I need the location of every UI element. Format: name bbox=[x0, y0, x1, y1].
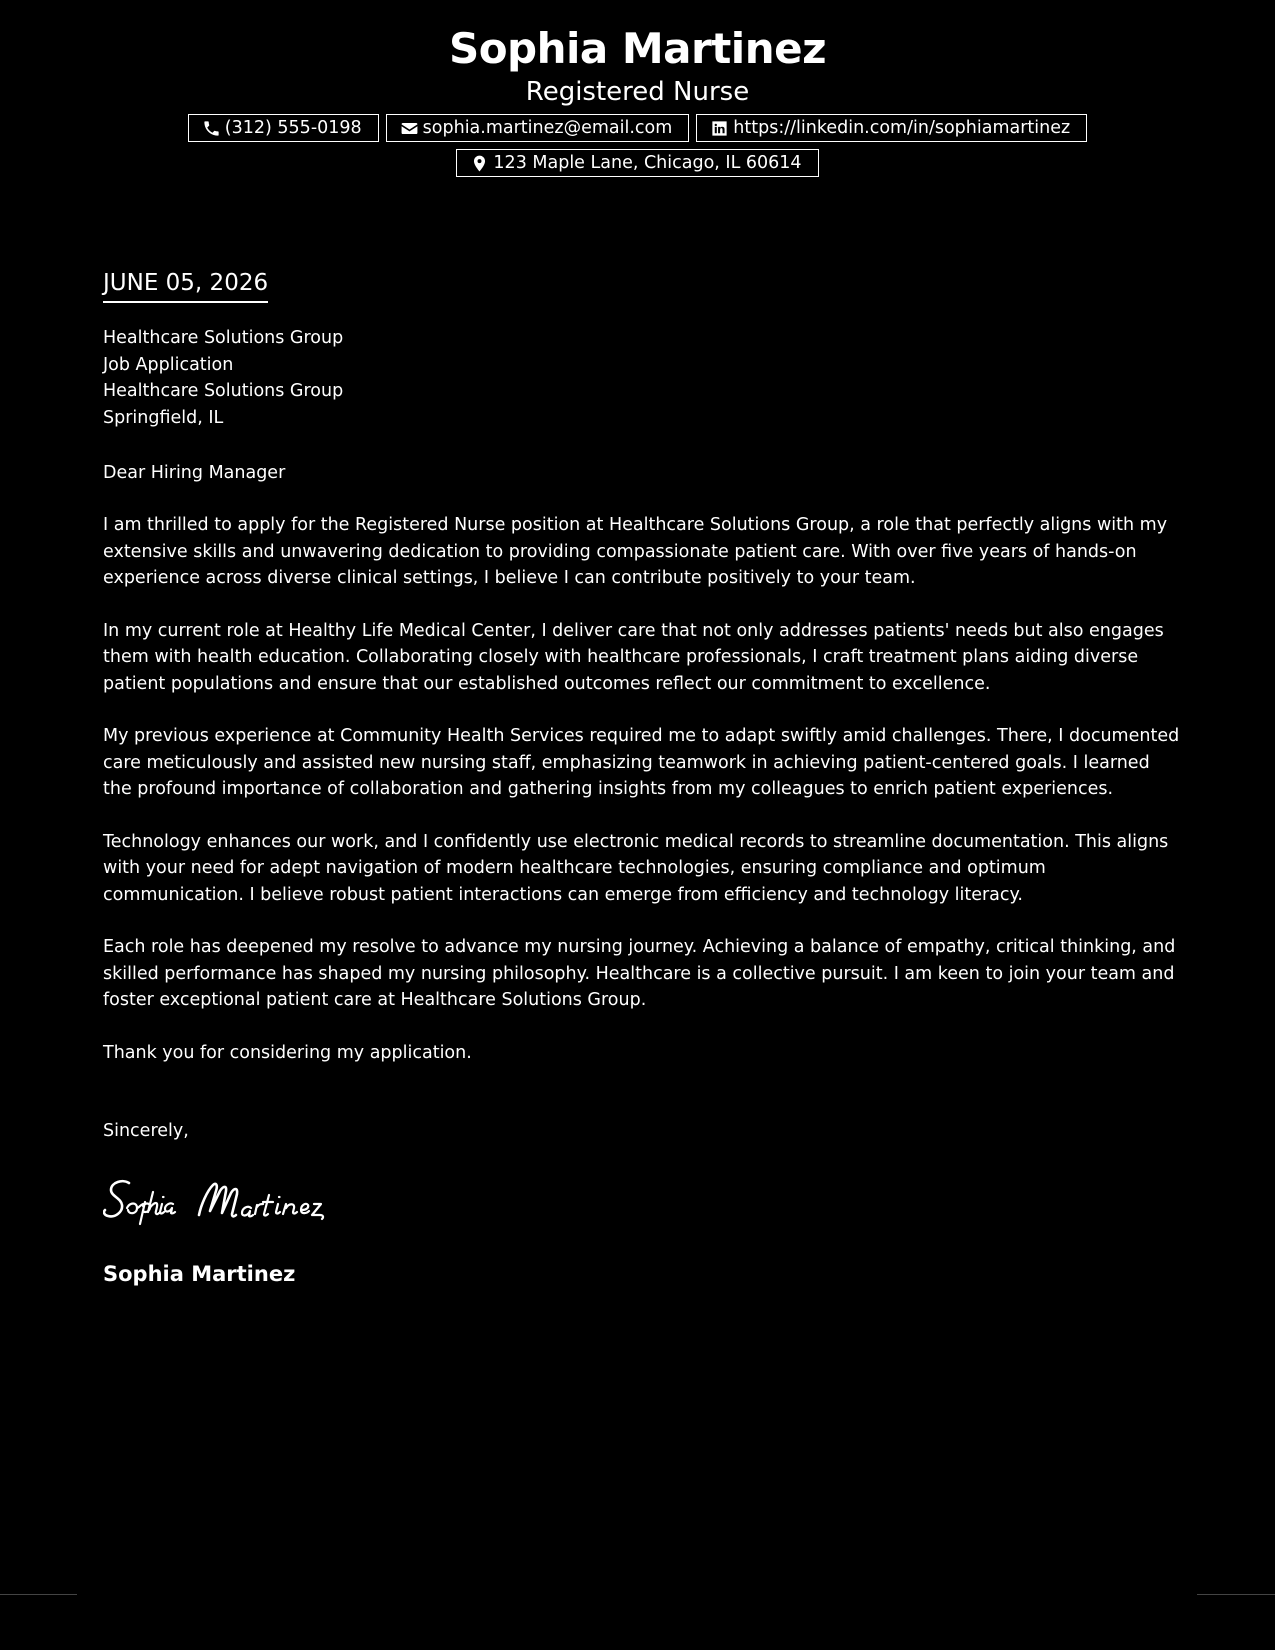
signature-drawing bbox=[103, 1175, 373, 1227]
body-paragraph: I am thrilled to apply for the Registered Nurse position at Healthcare Solutions Group, a role that perfectly aligns with my extensive skills and unwavering dedication to providing compassionate patient care. With over five years of hands-on experience across diverse clinical settings, I believe I can contribute positively to your team. bbox=[103, 515, 1168, 588]
email-chip[interactable] bbox=[386, 114, 690, 142]
address-text: 123 Maple Lane, Chicago, IL 60614 bbox=[493, 153, 802, 173]
phone-text: (312) 555-0198 bbox=[224, 118, 362, 138]
linkedin-text: https://linkedin.com/in/sophiamartinez bbox=[733, 118, 1071, 138]
body-paragraph: Technology enhances our work, and I confidently use electronic medical records to streamline documentation. This aligns with your need for adept navigation of modern healthcare technologies, ensuring compliance and optimum communication. I believe robust patient interactions can emerge from efficiency and technology literacy. bbox=[103, 831, 1169, 905]
letter-date: JUNE 05, 2026 bbox=[103, 266, 268, 303]
phone-icon bbox=[202, 119, 221, 138]
recipient-line: Job Application bbox=[103, 354, 234, 375]
contact-row-1 bbox=[0, 114, 1275, 142]
phone-chip[interactable] bbox=[188, 114, 379, 142]
body-paragraph: Each role has deepened my resolve to advance my nursing journey. Achieving a balance of empathy, critical thinking, and skilled performance has shaped my nursing philosophy. Healthcare is a collective pursuit. I am keen to join your team and foster exceptional patient care at Healthcare Solutions Group. bbox=[103, 937, 1176, 1010]
map-pin-icon bbox=[470, 154, 489, 173]
linkedin-chip[interactable] bbox=[696, 114, 1087, 142]
closing: Sincerely, bbox=[103, 1121, 189, 1141]
letter-header bbox=[0, 22, 1275, 177]
body-paragraph: Thank you for considering my application. bbox=[103, 1042, 472, 1063]
letter-body bbox=[103, 512, 1183, 1092]
contact-row-2 bbox=[0, 149, 1275, 177]
applicant-title: Registered Nurse bbox=[525, 77, 750, 107]
footer-rule-right bbox=[1197, 1594, 1275, 1595]
address-chip[interactable] bbox=[456, 149, 818, 177]
recipient-line: Springfield, IL bbox=[103, 407, 224, 428]
body-paragraph: In my current role at Healthy Life Medical Center, I deliver care that not only addresses patients' needs but also engages them with health education. Collaborating closely with healthcare professionals, I craft treatment plans aiding diverse patient populations and ensure that our established outcomes reflect our commitment to excellence. bbox=[103, 620, 1164, 694]
recipient-line: Healthcare Solutions Group bbox=[103, 381, 344, 401]
body-paragraph: My previous experience at Community Health Services required me to adapt swiftly amid challenges. There, I documented care meticulously and assisted new nursing staff, emphasizing teamwork in achieving patient-centered goals. I learned the profound importance of collaboration and gathering insights from my colleagues to enrich patient experiences. bbox=[103, 726, 1180, 799]
recipient-block bbox=[103, 325, 1183, 431]
envelope-icon bbox=[400, 119, 419, 138]
salutation: Dear Hiring Manager bbox=[103, 463, 286, 483]
recipient-line: Healthcare Solutions Group bbox=[103, 328, 344, 348]
applicant-name: Sophia Martinez bbox=[448, 24, 827, 73]
footer-rule-left bbox=[0, 1594, 77, 1595]
linkedin-icon bbox=[710, 119, 729, 138]
handwritten-signature bbox=[103, 1175, 373, 1232]
signed-name: Sophia Martinez bbox=[103, 1262, 296, 1286]
email-text: sophia.martinez@email.com bbox=[422, 118, 673, 138]
